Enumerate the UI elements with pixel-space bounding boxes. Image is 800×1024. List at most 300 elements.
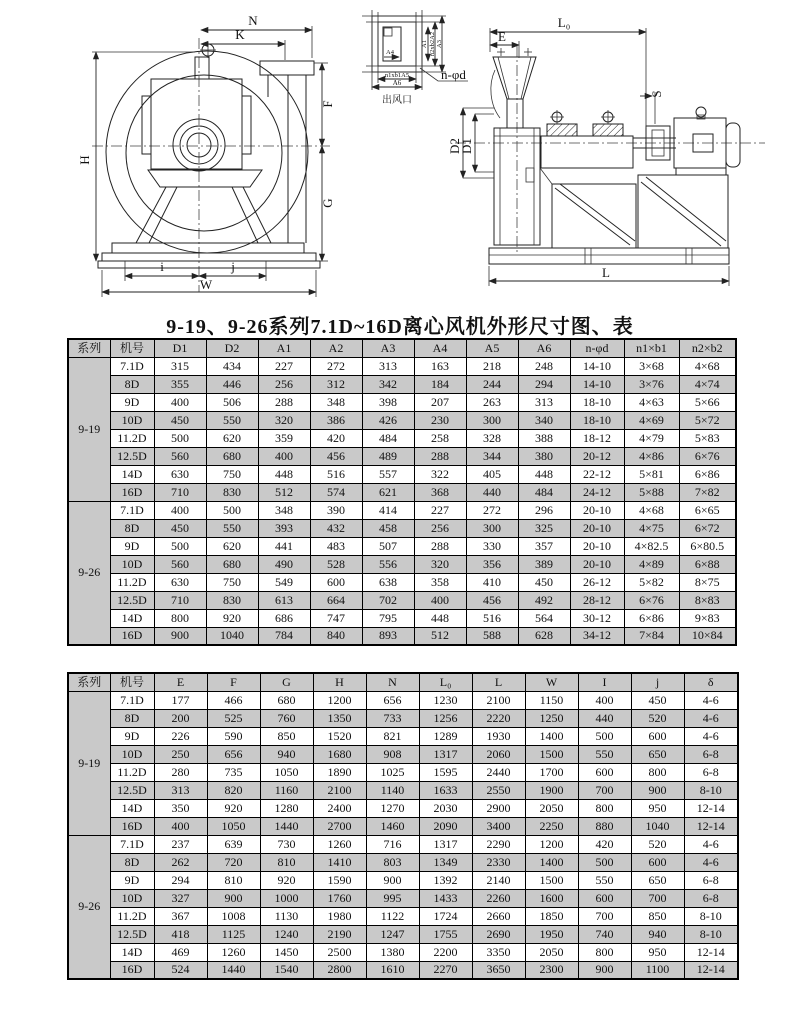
table-cell: 8D — [110, 709, 154, 727]
scroll-housing-circle — [106, 51, 308, 253]
table-cell: 5×82 — [624, 573, 679, 591]
table-cell: 8D — [110, 375, 154, 393]
table-cell: 1400 — [525, 853, 578, 871]
table-cell: 4×69 — [624, 411, 679, 429]
column-header: 机号 — [110, 339, 154, 357]
table-cell: 995 — [366, 889, 419, 907]
front-view-drawing — [77, 13, 335, 297]
table-cell: 6×72 — [679, 519, 736, 537]
table-cell: 2550 — [472, 781, 525, 799]
table-cell: 588 — [466, 627, 518, 645]
table-row — [68, 781, 738, 799]
table-row — [68, 709, 738, 727]
table-cell: 426 — [362, 411, 414, 429]
table-cell: 1008 — [207, 907, 260, 925]
table-cell: 7.1D — [110, 357, 154, 375]
table-row — [68, 961, 738, 979]
table-cell: 14D — [110, 609, 154, 627]
table-cell: 2220 — [472, 709, 525, 727]
table-cell: 200 — [154, 709, 207, 727]
table-cell: 760 — [260, 709, 313, 727]
table-cell: 6×76 — [624, 591, 679, 609]
table-cell: 440 — [466, 483, 518, 501]
table-cell: 1410 — [313, 853, 366, 871]
dim-label-A6: A6 — [392, 79, 402, 87]
table-cell: 1380 — [366, 943, 419, 961]
table-row — [68, 555, 736, 573]
column-header: 机号 — [110, 673, 154, 691]
column-header: n-φd — [570, 339, 624, 357]
table-row — [68, 745, 738, 763]
table-cell: 398 — [362, 393, 414, 411]
table-row — [68, 591, 736, 609]
table-cell: 484 — [362, 429, 414, 447]
table-cell: 620 — [206, 429, 258, 447]
table-cell: 1230 — [419, 691, 472, 709]
table-cell: 520 — [631, 709, 684, 727]
table-cell: 1289 — [419, 727, 472, 745]
table-cell: 4-6 — [684, 691, 738, 709]
table-cell: 2200 — [419, 943, 472, 961]
table-cell: 434 — [206, 357, 258, 375]
table-cell: 574 — [310, 483, 362, 501]
table-cell: 20-12 — [570, 447, 624, 465]
table-cell: 1590 — [313, 871, 366, 889]
table-cell: 880 — [578, 817, 631, 835]
table-cell: 389 — [518, 555, 570, 573]
column-header: L₀ — [419, 673, 472, 691]
table-cell: 28-12 — [570, 591, 624, 609]
table-cell: 1600 — [525, 889, 578, 907]
table-cell: 6-8 — [684, 871, 738, 889]
table-cell: 450 — [154, 519, 206, 537]
page-title: 9-19、9-26系列7.1D~16D离心风机外形尺寸图、表 — [166, 316, 634, 338]
table-cell: 1250 — [525, 709, 578, 727]
table-row — [68, 393, 736, 411]
table-cell: 900 — [207, 889, 260, 907]
column-header: A5 — [466, 339, 518, 357]
table-cell: 400 — [258, 447, 310, 465]
series-label: 9-26 — [68, 501, 110, 645]
table-cell: 630 — [154, 465, 206, 483]
table-cell: 716 — [366, 835, 419, 853]
table-cell: 388 — [518, 429, 570, 447]
table-cell: 1540 — [260, 961, 313, 979]
table-cell: 163 — [414, 357, 466, 375]
table-cell: 720 — [207, 853, 260, 871]
table-cell: 490 — [258, 555, 310, 573]
column-header: 系列 — [68, 339, 110, 357]
table-cell: 11.2D — [110, 907, 154, 925]
table-cell: 556 — [362, 555, 414, 573]
table-cell: 367 — [154, 907, 207, 925]
dim-label-A1: A1 — [421, 40, 428, 48]
table-cell: 4×86 — [624, 447, 679, 465]
table-cell: 294 — [154, 871, 207, 889]
table-cell: 560 — [154, 447, 206, 465]
table-cell: 458 — [362, 519, 414, 537]
table-cell: 1930 — [472, 727, 525, 745]
table-row — [68, 465, 736, 483]
table-row — [68, 627, 736, 645]
table-cell: 560 — [154, 555, 206, 573]
table-cell: 920 — [207, 799, 260, 817]
table-cell: 358 — [414, 573, 466, 591]
table-row — [68, 907, 738, 925]
table-cell: 450 — [631, 691, 684, 709]
table-cell: 506 — [206, 393, 258, 411]
header-row — [68, 339, 736, 357]
dim-label-A5: n1xb1A5 — [384, 72, 410, 79]
table-cell: 6×88 — [679, 555, 736, 573]
table-cell: 294 — [518, 375, 570, 393]
table-cell: 11.2D — [110, 429, 154, 447]
column-header: H — [313, 673, 366, 691]
column-header: D1 — [154, 339, 206, 357]
table-cell: 516 — [310, 465, 362, 483]
table-cell: 700 — [578, 781, 631, 799]
support-frame — [540, 168, 728, 248]
table-cell: 1900 — [525, 781, 578, 799]
table-cell: 2400 — [313, 799, 366, 817]
table-cell: 18-10 — [570, 393, 624, 411]
table-cell: 2660 — [472, 907, 525, 925]
table-cell: 3×76 — [624, 375, 679, 393]
table-cell: 18-10 — [570, 411, 624, 429]
table-cell: 258 — [414, 429, 466, 447]
table-row — [68, 799, 738, 817]
header-row — [68, 673, 738, 691]
table-cell: 227 — [258, 357, 310, 375]
table-cell: 10D — [110, 745, 154, 763]
table-cell: 418 — [154, 925, 207, 943]
table-cell: 6×86 — [679, 465, 736, 483]
table-cell: 4-6 — [684, 727, 738, 745]
table-cell: 1950 — [525, 925, 578, 943]
table-cell: 557 — [362, 465, 414, 483]
table-cell: 1633 — [419, 781, 472, 799]
table-cell: 4×79 — [624, 429, 679, 447]
series-label: 9-19 — [68, 357, 110, 501]
dim-label-A3: A3 — [436, 40, 443, 48]
column-header: A3 — [362, 339, 414, 357]
table-cell: 740 — [578, 925, 631, 943]
table-cell: 250 — [154, 745, 207, 763]
table-cell: 350 — [154, 799, 207, 817]
table-cell: 9D — [110, 727, 154, 745]
table-cell: 14-10 — [570, 375, 624, 393]
table-cell: 4-6 — [684, 853, 738, 871]
table-cell: 1610 — [366, 961, 419, 979]
table-cell: 830 — [206, 591, 258, 609]
dim-label-L0: L₀ — [557, 15, 571, 30]
table-cell: 312 — [310, 375, 362, 393]
table-cell: 4-6 — [684, 709, 738, 727]
outlet-outer-flange — [372, 16, 422, 72]
table-cell: 810 — [260, 853, 313, 871]
table-cell: 177 — [154, 691, 207, 709]
table-cell: 6-8 — [684, 745, 738, 763]
table-cell: 1140 — [366, 781, 419, 799]
dim-label-H: H — [77, 155, 92, 165]
table-cell: 710 — [154, 591, 206, 609]
table-cell: 313 — [518, 393, 570, 411]
table-cell: 2290 — [472, 835, 525, 853]
table-cell: 12.5D — [110, 781, 154, 799]
column-header: G — [260, 673, 313, 691]
support-legs — [136, 170, 271, 243]
table-cell: 2330 — [472, 853, 525, 871]
column-header: A2 — [310, 339, 362, 357]
table-cell: 2030 — [419, 799, 472, 817]
table-cell: 1400 — [525, 727, 578, 745]
table-cell: 750 — [206, 465, 258, 483]
table-cell: 680 — [206, 555, 258, 573]
table-cell: 226 — [154, 727, 207, 745]
table-cell: 1256 — [419, 709, 472, 727]
table-cell: 20-10 — [570, 519, 624, 537]
table-cell: 26-12 — [570, 573, 624, 591]
table-cell: 528 — [310, 555, 362, 573]
table-cell: 6×86 — [624, 609, 679, 627]
dim-label-A4: A4 — [386, 49, 394, 56]
table-cell: 356 — [466, 555, 518, 573]
table-cell: 420 — [578, 835, 631, 853]
dimension-table-1 — [67, 338, 737, 646]
table-cell: 600 — [578, 763, 631, 781]
table-cell: 2700 — [313, 817, 366, 835]
table-cell: 500 — [206, 501, 258, 519]
table-cell: 450 — [518, 573, 570, 591]
table-cell: 1433 — [419, 889, 472, 907]
table-cell: 830 — [206, 483, 258, 501]
table-cell: 7×84 — [624, 627, 679, 645]
table-cell: 380 — [518, 447, 570, 465]
table-cell: 340 — [518, 411, 570, 429]
table-cell: 432 — [310, 519, 362, 537]
table-cell: 613 — [258, 591, 310, 609]
table-cell: 600 — [631, 853, 684, 871]
dim-label-j: j — [231, 259, 235, 274]
table-row — [68, 411, 736, 429]
table-cell: 5×66 — [679, 393, 736, 411]
table-cell: 34-12 — [570, 627, 624, 645]
table-cell: 850 — [260, 727, 313, 745]
table-cell: 12.5D — [110, 925, 154, 943]
table-cell: 357 — [518, 537, 570, 555]
dim-label-W: W — [199, 277, 213, 292]
table-cell: 700 — [631, 889, 684, 907]
table-cell: 800 — [154, 609, 206, 627]
dim-label-F: F — [320, 100, 335, 108]
table-cell: 16D — [110, 961, 154, 979]
table-cell: 4×75 — [624, 519, 679, 537]
table-row — [68, 871, 738, 889]
table-cell: 8D — [110, 853, 154, 871]
table-cell: 1040 — [631, 817, 684, 835]
table-cell: 1500 — [525, 745, 578, 763]
dim-label-E: E — [498, 29, 506, 44]
table-cell: 1040 — [206, 627, 258, 645]
table-row — [68, 609, 736, 627]
table-cell: 4×82.5 — [624, 537, 679, 555]
table-cell: 2060 — [472, 745, 525, 763]
table-cell: 950 — [631, 799, 684, 817]
table-row — [68, 835, 738, 853]
table-cell: 730 — [260, 835, 313, 853]
table-row — [68, 691, 738, 709]
table-cell: 450 — [154, 411, 206, 429]
table-cell: 2690 — [472, 925, 525, 943]
table-cell: 9D — [110, 871, 154, 889]
dim-label-S: S — [649, 90, 664, 98]
table-cell: 386 — [310, 411, 362, 429]
table-cell: 1280 — [260, 799, 313, 817]
table-cell: 296 — [518, 501, 570, 519]
table-cell: 1595 — [419, 763, 472, 781]
table-cell: 1700 — [525, 763, 578, 781]
table-cell: 344 — [466, 447, 518, 465]
table-cell: 2100 — [472, 691, 525, 709]
table-cell: 9D — [110, 537, 154, 555]
table-cell: 348 — [310, 393, 362, 411]
table-cell: 3400 — [472, 817, 525, 835]
table-cell: 448 — [414, 609, 466, 627]
table-cell: 1680 — [313, 745, 366, 763]
table-cell: 448 — [258, 465, 310, 483]
table-cell: 20-10 — [570, 555, 624, 573]
table-cell: 747 — [310, 609, 362, 627]
table-cell: 821 — [366, 727, 419, 745]
table-cell: 900 — [154, 627, 206, 645]
table-cell: 6-8 — [684, 763, 738, 781]
column-header: A6 — [518, 339, 570, 357]
table-cell: 1890 — [313, 763, 366, 781]
table-cell: 6-8 — [684, 889, 738, 907]
table-cell: 702 — [362, 591, 414, 609]
table-cell: 2190 — [313, 925, 366, 943]
table-cell: 207 — [414, 393, 466, 411]
column-header: δ — [684, 673, 738, 691]
table-cell: 600 — [631, 727, 684, 745]
dimension-table-2 — [67, 672, 739, 980]
table-cell: 525 — [207, 709, 260, 727]
side-view-drawing — [447, 15, 765, 286]
table-row — [68, 727, 738, 745]
table-cell: 680 — [260, 691, 313, 709]
table-row — [68, 889, 738, 907]
table-cell: 227 — [414, 501, 466, 519]
dimension-table-1-container — [67, 338, 739, 646]
inlet-rings — [173, 119, 225, 171]
table-cell: 795 — [362, 609, 414, 627]
table-cell: 10D — [110, 411, 154, 429]
column-header: A1 — [258, 339, 310, 357]
table-cell: 10D — [110, 889, 154, 907]
table-cell: 1500 — [525, 871, 578, 889]
table-cell: 1260 — [313, 835, 366, 853]
column-header: I — [578, 673, 631, 691]
table-cell: 1160 — [260, 781, 313, 799]
table-cell: 14-10 — [570, 357, 624, 375]
table-cell: 500 — [578, 727, 631, 745]
table-cell: 750 — [206, 573, 258, 591]
outlet-caption: 出风口 — [382, 95, 412, 106]
table-cell: 1200 — [313, 691, 366, 709]
table-cell: 590 — [207, 727, 260, 745]
series-label: 9-19 — [68, 691, 110, 835]
table-cell: 550 — [578, 871, 631, 889]
table-cell: 940 — [260, 745, 313, 763]
table-cell: 850 — [631, 907, 684, 925]
table-cell: 920 — [260, 871, 313, 889]
column-header: F — [207, 673, 260, 691]
table-cell: 11.2D — [110, 763, 154, 781]
column-header: N — [366, 673, 419, 691]
table-cell: 1260 — [207, 943, 260, 961]
table-row — [68, 519, 736, 537]
table-cell: 1349 — [419, 853, 472, 871]
table-cell: 800 — [578, 799, 631, 817]
table-cell: 262 — [154, 853, 207, 871]
table-cell: 1850 — [525, 907, 578, 925]
table-cell: 2260 — [472, 889, 525, 907]
table-row — [68, 763, 738, 781]
table-row — [68, 357, 736, 375]
table-cell: 2800 — [313, 961, 366, 979]
table-cell: 2090 — [419, 817, 472, 835]
table-cell: 6×65 — [679, 501, 736, 519]
table-cell: 516 — [466, 609, 518, 627]
table-cell: 1724 — [419, 907, 472, 925]
table-row — [68, 375, 736, 393]
table-cell: 2500 — [313, 943, 366, 961]
table-cell: 1125 — [207, 925, 260, 943]
table-cell: 12-14 — [684, 961, 738, 979]
table-cell: 735 — [207, 763, 260, 781]
table-cell: 2100 — [313, 781, 366, 799]
table-cell: 803 — [366, 853, 419, 871]
table-cell: 3350 — [472, 943, 525, 961]
dimension-table-2-container — [67, 672, 739, 980]
table-cell: 656 — [207, 745, 260, 763]
table-cell: 549 — [258, 573, 310, 591]
table-cell: 638 — [362, 573, 414, 591]
column-header: n2×b2 — [679, 339, 736, 357]
casing-box — [151, 79, 242, 169]
table-cell: 512 — [414, 627, 466, 645]
table-cell: 664 — [310, 591, 362, 609]
table-cell: 710 — [154, 483, 206, 501]
table-cell: 24-12 — [570, 483, 624, 501]
table-cell: 390 — [310, 501, 362, 519]
table-cell: 22-12 — [570, 465, 624, 483]
table-cell: 840 — [310, 627, 362, 645]
table-cell: 466 — [207, 691, 260, 709]
table-cell: 550 — [578, 745, 631, 763]
table-cell: 8-10 — [684, 781, 738, 799]
table-cell: 1350 — [313, 709, 366, 727]
table-cell: 520 — [631, 835, 684, 853]
table-cell: 313 — [362, 357, 414, 375]
table-cell: 1247 — [366, 925, 419, 943]
outlet-detail-drawing — [362, 10, 468, 106]
table-cell: 313 — [154, 781, 207, 799]
table-cell: 355 — [154, 375, 206, 393]
table-cell: 7×82 — [679, 483, 736, 501]
table-cell: 300 — [466, 411, 518, 429]
table-cell: 900 — [366, 871, 419, 889]
